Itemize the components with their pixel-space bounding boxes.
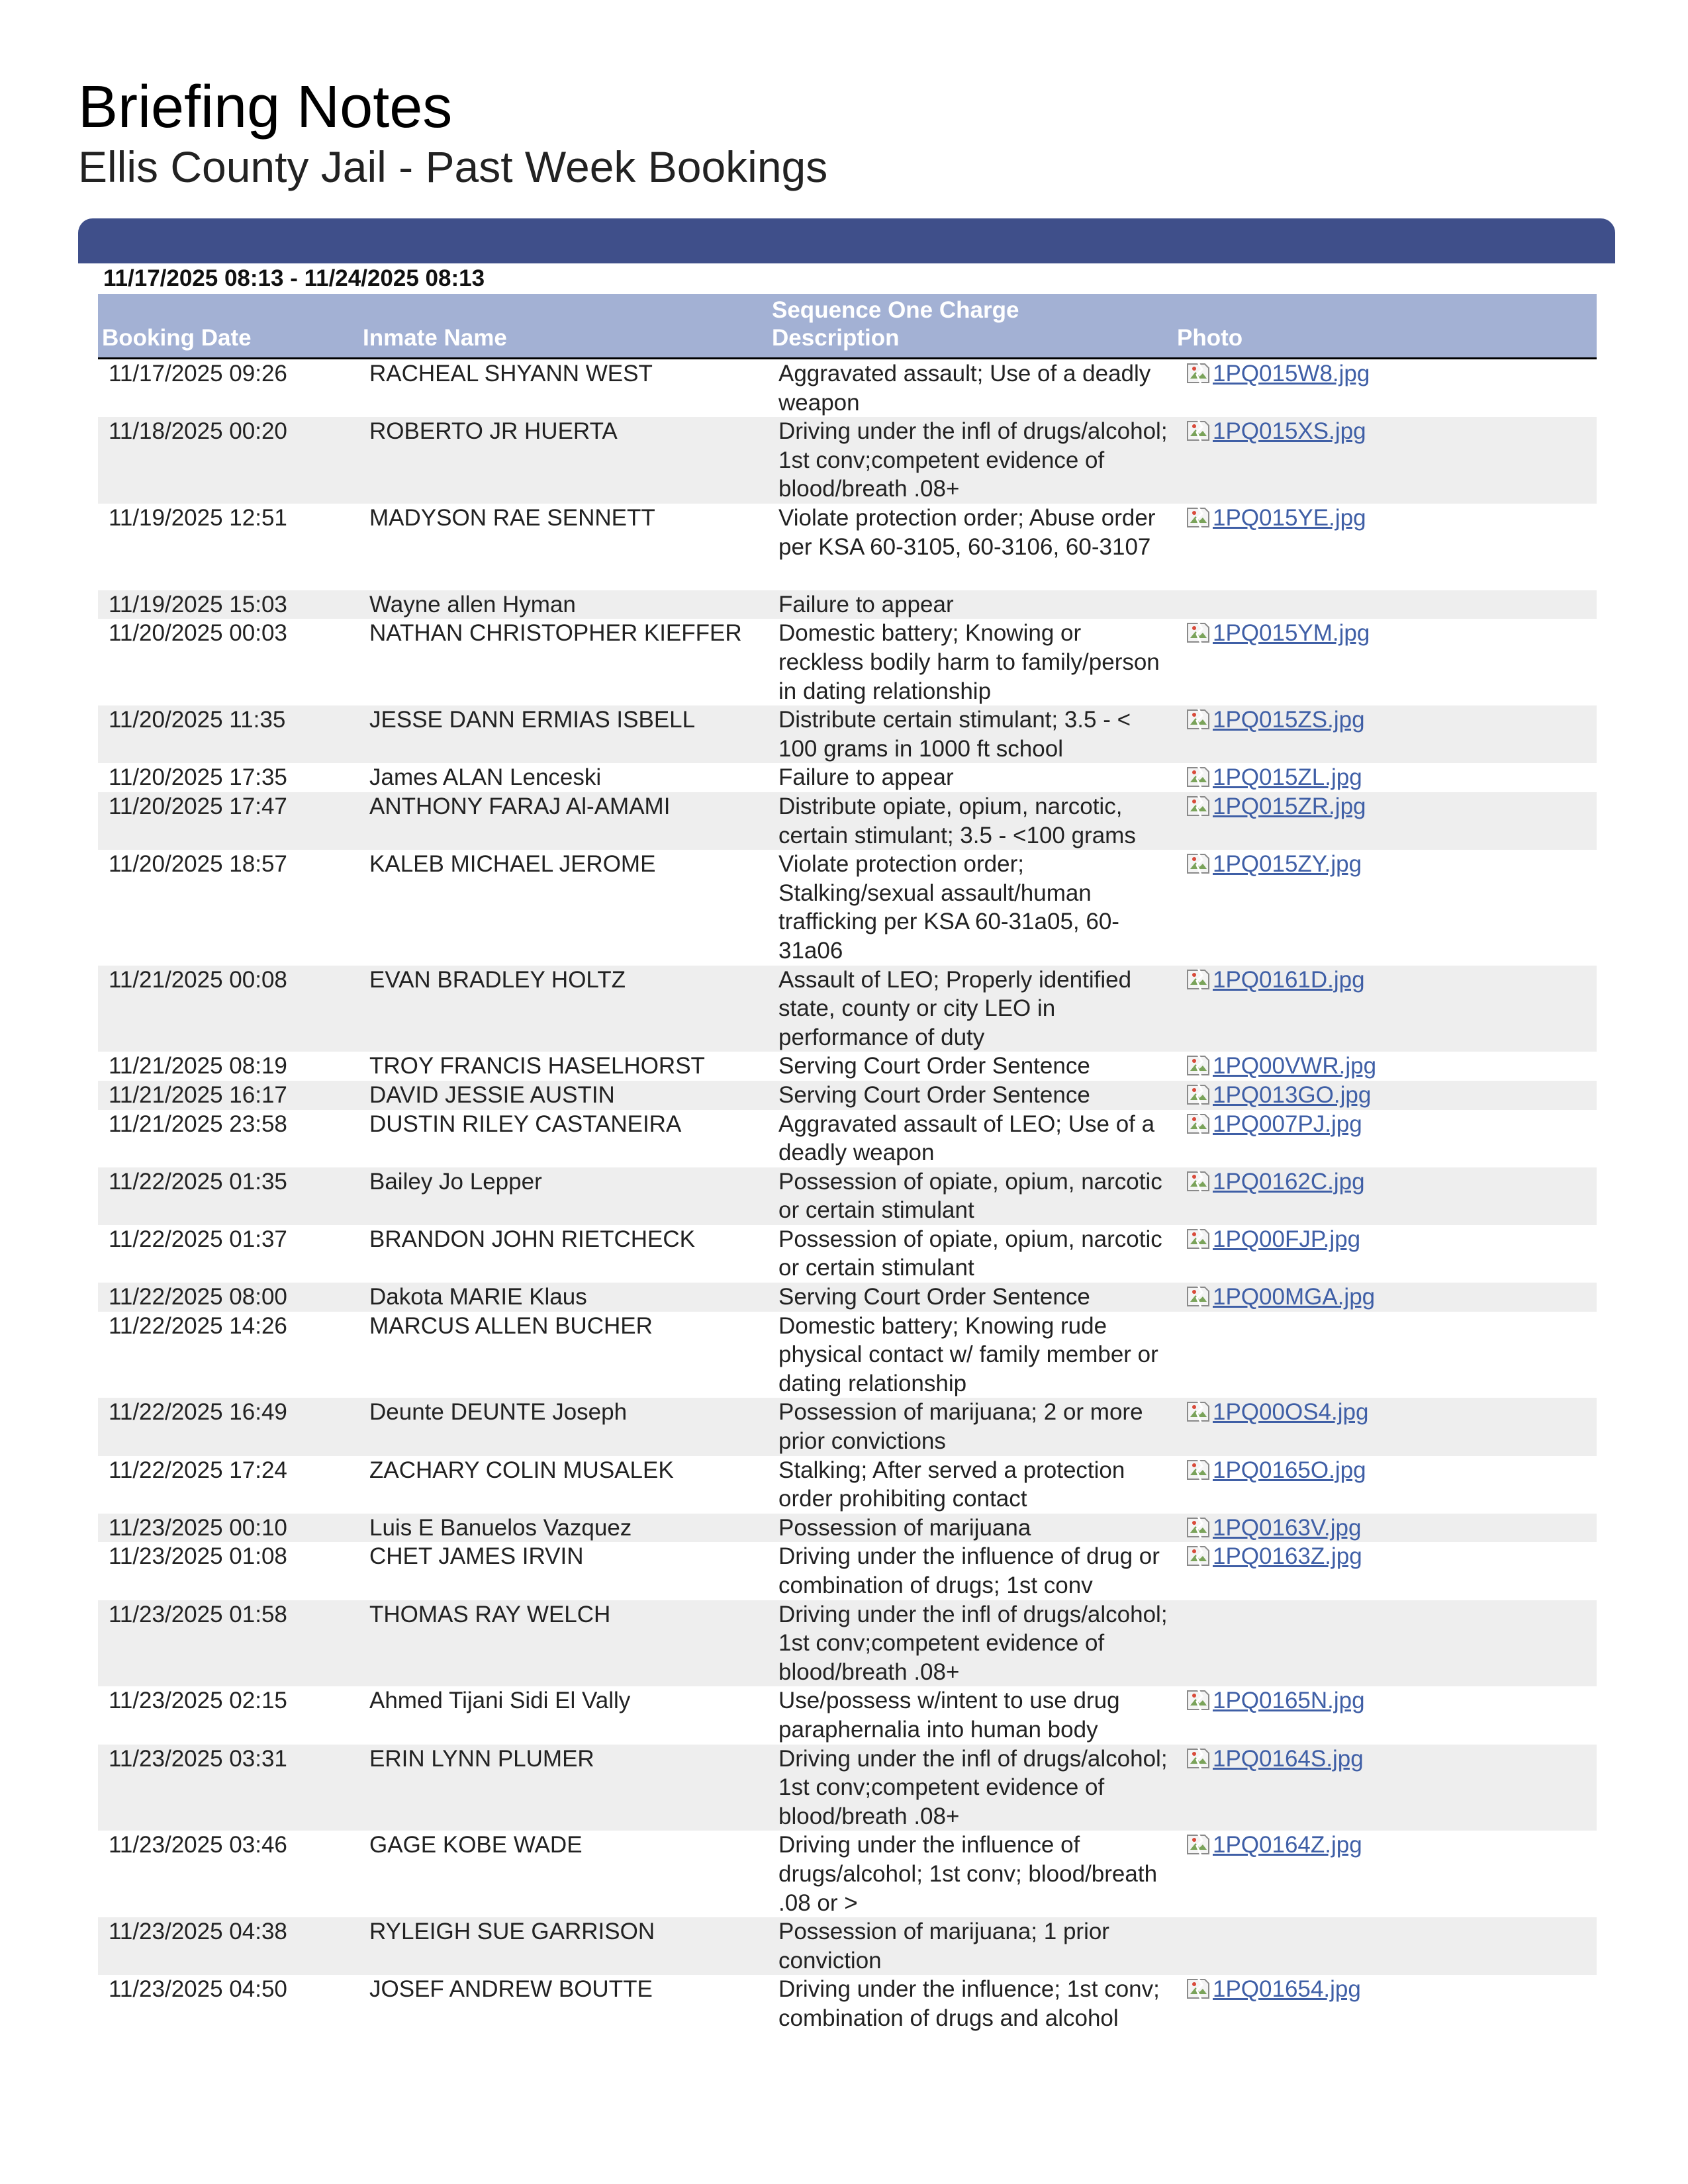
- photo-link[interactable]: [1185, 1081, 1371, 1110]
- date-range: 11/17/2025 08:13 - 11/24/2025 08:13: [103, 265, 485, 291]
- inmate-name: Ahmed Tijani Sidi El Vally: [369, 1688, 631, 1714]
- broken-image-icon: [1185, 360, 1211, 387]
- broken-image-icon: [1185, 1543, 1211, 1569]
- photo-link[interactable]: [1185, 1831, 1362, 1860]
- photo-link[interactable]: [1185, 619, 1370, 648]
- charge-description: Driving under the influence of drugs/alcohol; 1st conv; blood/breath .08 or >: [778, 1832, 1158, 1916]
- booking-date: 11/22/2025 14:26: [109, 1312, 287, 1339]
- table-row: [98, 1514, 1597, 1543]
- charge-description: Possession of opiate, opium, narcotic or certain stimulant: [778, 1226, 1162, 1281]
- charge-description: Driving under the infl of drugs/alcohol; 1st conv;competent evidence of blood/breath .08+: [778, 1745, 1168, 1829]
- broken-image-icon: [1185, 1168, 1211, 1195]
- booking-date: 11/23/2025 01:58: [109, 1601, 287, 1627]
- page-subtitle: Ellis County Jail - Past Week Bookings: [78, 142, 828, 191]
- table-row: [98, 359, 1597, 417]
- charge-description: Domestic battery; Knowing rude physical contact w/ family member or dating relationship: [778, 1312, 1158, 1396]
- broken-image-icon: [1185, 1745, 1211, 1772]
- photo-filename: 1PQ015ZY.jpg: [1213, 851, 1362, 878]
- booking-date: 11/23/2025 02:15: [109, 1688, 287, 1714]
- table-row: [98, 850, 1597, 965]
- charge-description: Violate protection order; Abuse order per KSA 60-3105, 60-3106, 60-3107: [778, 504, 1156, 560]
- inmate-name: Luis E Banuelos Vazquez: [369, 1514, 632, 1541]
- photo-filename: 1PQ00FJP.jpg: [1213, 1226, 1361, 1252]
- charge-description: Driving under the infl of drugs/alcohol; 1st conv;competent evidence of blood/breath .08+: [778, 418, 1168, 502]
- photo-link[interactable]: [1185, 1052, 1376, 1081]
- photo-link[interactable]: [1185, 1110, 1362, 1139]
- inmate-name: Deunte DEUNTE Joseph: [369, 1399, 628, 1426]
- photo-filename: 1PQ015ZR.jpg: [1213, 793, 1366, 819]
- inmate-name: JESSE DANN ERMIAS ISBELL: [369, 707, 696, 733]
- broken-image-icon: [1185, 619, 1211, 646]
- inmate-name: TROY FRANCIS HASELHORST: [369, 1053, 705, 1079]
- photo-filename: 1PQ0162C.jpg: [1213, 1168, 1365, 1195]
- photo-link[interactable]: [1185, 359, 1370, 388]
- photo-link[interactable]: [1185, 850, 1362, 879]
- inmate-name: GAGE KOBE WADE: [369, 1832, 583, 1858]
- booking-date: 11/22/2025 17:24: [109, 1457, 287, 1483]
- photo-filename: 1PQ0163V.jpg: [1213, 1514, 1362, 1541]
- table-row: [98, 619, 1597, 705]
- table-row: [98, 1110, 1597, 1167]
- inmate-name: ROBERTO JR HUERTA: [369, 418, 618, 445]
- inmate-name: MADYSON RAE SENNETT: [369, 504, 655, 531]
- booking-date: 11/19/2025 12:51: [109, 504, 287, 531]
- photo-link[interactable]: [1185, 705, 1365, 735]
- charge-description: Serving Court Order Sentence: [778, 1284, 1090, 1310]
- booking-date: 11/21/2025 16:17: [109, 1081, 287, 1108]
- booking-date: 11/22/2025 01:35: [109, 1168, 287, 1195]
- charge-description: Failure to appear: [778, 591, 954, 617]
- photo-filename: 1PQ0165O.jpg: [1213, 1457, 1366, 1483]
- photo-filename: 1PQ007PJ.jpg: [1213, 1111, 1362, 1137]
- photo-link[interactable]: [1185, 1975, 1361, 2004]
- broken-image-icon: [1185, 1687, 1211, 1713]
- inmate-name: ZACHARY COLIN MUSALEK: [369, 1457, 674, 1483]
- table-row: [98, 1052, 1597, 1081]
- photo-filename: 1PQ00MGA.jpg: [1213, 1284, 1376, 1310]
- photo-filename: 1PQ00VWR.jpg: [1213, 1053, 1377, 1079]
- table-row: [98, 590, 1597, 619]
- photo-filename: 1PQ0164Z.jpg: [1213, 1832, 1362, 1858]
- inmate-name: James ALAN Lenceski: [369, 764, 602, 791]
- booking-date: 11/20/2025 17:35: [109, 764, 287, 791]
- photo-filename: 1PQ015YM.jpg: [1213, 620, 1370, 647]
- booking-date: 11/23/2025 03:31: [109, 1745, 287, 1772]
- header-charge-description: Sequence One Charge Description: [772, 297, 1019, 351]
- charge-description: Failure to appear: [778, 764, 954, 791]
- inmate-name: Wayne allen Hyman: [369, 591, 576, 617]
- table-row: [98, 1745, 1597, 1831]
- booking-date: 11/20/2025 00:03: [109, 620, 287, 647]
- table-row: [98, 1081, 1597, 1110]
- booking-date: 11/22/2025 08:00: [109, 1284, 287, 1310]
- charge-description: Possession of marijuana; 1 prior conviction: [778, 1919, 1109, 1974]
- booking-date: 11/21/2025 08:19: [109, 1053, 287, 1079]
- broken-image-icon: [1185, 1081, 1211, 1108]
- table-row: [98, 1312, 1597, 1398]
- photo-filename: 1PQ015XS.jpg: [1213, 418, 1366, 445]
- charge-description: Driving under the influence; 1st conv; combination of drugs and alcohol: [778, 1976, 1160, 2031]
- charge-description: Possession of marijuana: [778, 1514, 1031, 1541]
- inmate-name: DUSTIN RILEY CASTANEIRA: [369, 1111, 682, 1137]
- broken-image-icon: [1185, 1976, 1211, 2002]
- broken-image-icon: [1185, 1831, 1211, 1858]
- table-row: [98, 966, 1597, 1052]
- bookings-table: [98, 359, 1597, 2062]
- table-row: [98, 1975, 1597, 2062]
- header-photo: Photo: [1177, 325, 1243, 351]
- table-row: [98, 1398, 1597, 1455]
- charge-description: Assault of LEO; Properly identified state, county or city LEO in performance of duty: [778, 966, 1132, 1050]
- charge-description: Driving under the infl of drugs/alcohol; 1st conv;competent evidence of blood/breath .08+: [778, 1601, 1168, 1685]
- charge-description: Driving under the influence of drug or combination of drugs; 1st conv: [778, 1543, 1160, 1599]
- inmate-name: CHET JAMES IRVIN: [369, 1543, 584, 1570]
- broken-image-icon: [1185, 1226, 1211, 1252]
- photo-link[interactable]: [1185, 966, 1365, 995]
- charge-description: Aggravated assault; Use of a deadly weapon: [778, 361, 1151, 416]
- photo-filename: 1PQ0164S.jpg: [1213, 1745, 1364, 1772]
- broken-image-icon: [1185, 850, 1211, 877]
- booking-date: 11/19/2025 15:03: [109, 591, 287, 617]
- charge-description: Aggravated assault of LEO; Use of a deadly weapon: [778, 1111, 1155, 1166]
- broken-image-icon: [1185, 966, 1211, 993]
- charge-description: Serving Court Order Sentence: [778, 1053, 1090, 1079]
- booking-date: 11/23/2025 03:46: [109, 1832, 287, 1858]
- booking-date: 11/23/2025 00:10: [109, 1514, 287, 1541]
- broken-image-icon: [1185, 1514, 1211, 1541]
- photo-filename: 1PQ015ZL.jpg: [1213, 764, 1362, 791]
- header-booking-date: Booking Date: [102, 325, 252, 351]
- broken-image-icon: [1185, 504, 1211, 531]
- charge-description: Violate protection order; Stalking/sexual assault/human trafficking per KSA 60-31a05, 60-31a06: [778, 851, 1119, 964]
- booking-date: 11/17/2025 09:26: [109, 361, 287, 387]
- booking-date: 11/23/2025 01:08: [109, 1543, 287, 1570]
- booking-date: 11/22/2025 16:49: [109, 1399, 287, 1426]
- table-row: [98, 1167, 1597, 1225]
- photo-filename: 1PQ0161D.jpg: [1213, 966, 1365, 993]
- photo-link[interactable]: [1185, 1225, 1360, 1254]
- photo-link[interactable]: [1185, 1456, 1366, 1485]
- booking-date: 11/18/2025 00:20: [109, 418, 287, 445]
- inmate-name: JOSEF ANDREW BOUTTE: [369, 1976, 653, 2003]
- charge-description: Possession of opiate, opium, narcotic or certain stimulant: [778, 1168, 1162, 1224]
- broken-image-icon: [1185, 764, 1211, 790]
- charge-description: Use/possess w/intent to use drug paraphernalia into human body: [778, 1688, 1120, 1743]
- photo-filename: 1PQ015W8.jpg: [1213, 361, 1370, 387]
- inmate-name: RYLEIGH SUE GARRISON: [369, 1919, 655, 1945]
- table-row: [98, 792, 1597, 850]
- photo-filename: 1PQ01654.jpg: [1213, 1976, 1361, 2003]
- charge-description: Possession of marijuana; 2 or more prior convictions: [778, 1399, 1143, 1455]
- booking-date: 11/23/2025 04:38: [109, 1919, 287, 1945]
- broken-image-icon: [1185, 1457, 1211, 1483]
- table-row: [98, 1686, 1597, 1744]
- booking-date: 11/20/2025 11:35: [109, 707, 286, 733]
- booking-date: 11/23/2025 04:50: [109, 1976, 287, 2003]
- broken-image-icon: [1185, 1111, 1211, 1137]
- photo-filename: 1PQ015ZS.jpg: [1213, 707, 1365, 733]
- table-header: [98, 294, 1597, 359]
- inmate-name: KALEB MICHAEL JEROME: [369, 851, 656, 878]
- page-title: Briefing Notes: [78, 74, 453, 140]
- charge-description: Distribute certain stimulant; 3.5 - < 100 grams in 1000 ft school: [778, 707, 1131, 762]
- table-row: [98, 417, 1597, 504]
- photo-link[interactable]: [1185, 1398, 1368, 1427]
- table-row: [98, 705, 1597, 763]
- inmate-name: THOMAS RAY WELCH: [369, 1601, 611, 1627]
- broken-image-icon: [1185, 793, 1211, 819]
- table-row: [98, 1542, 1597, 1600]
- table-row: [98, 1456, 1597, 1514]
- table-row: [98, 504, 1597, 590]
- photo-link[interactable]: [1185, 504, 1366, 533]
- booking-date: 11/22/2025 01:37: [109, 1226, 287, 1252]
- photo-link[interactable]: [1185, 1167, 1365, 1197]
- broken-image-icon: [1185, 1283, 1211, 1310]
- inmate-name: ERIN LYNN PLUMER: [369, 1745, 594, 1772]
- charge-description: Stalking; After served a protection order prohibiting contact: [778, 1457, 1125, 1512]
- inmate-name: Dakota MARIE Klaus: [369, 1284, 587, 1310]
- inmate-name: DAVID JESSIE AUSTIN: [369, 1081, 615, 1108]
- inmate-name: Bailey Jo Lepper: [369, 1168, 542, 1195]
- photo-filename: 1PQ0163Z.jpg: [1213, 1543, 1362, 1570]
- charge-description: Distribute opiate, opium, narcotic, certain stimulant; 3.5 - <100 grams: [778, 793, 1136, 848]
- photo-link[interactable]: [1185, 417, 1366, 446]
- header-banner: [78, 218, 1615, 263]
- inmate-name: MARCUS ALLEN BUCHER: [369, 1312, 653, 1339]
- inmate-name: EVAN BRADLEY HOLTZ: [369, 966, 626, 993]
- table-row: [98, 1283, 1597, 1312]
- photo-link[interactable]: [1185, 1514, 1361, 1543]
- charge-description: Serving Court Order Sentence: [778, 1081, 1090, 1108]
- broken-image-icon: [1185, 706, 1211, 733]
- photo-link[interactable]: [1185, 792, 1366, 821]
- photo-link[interactable]: [1185, 1283, 1375, 1312]
- photo-filename: 1PQ013GO.jpg: [1213, 1081, 1372, 1108]
- photo-link[interactable]: [1185, 1686, 1365, 1715]
- inmate-name: BRANDON JOHN RIETCHECK: [369, 1226, 695, 1252]
- broken-image-icon: [1185, 418, 1211, 444]
- booking-date: 11/20/2025 17:47: [109, 793, 287, 819]
- inmate-name: ANTHONY FARAJ Al-AMAMI: [369, 793, 671, 819]
- table-row: [98, 763, 1597, 792]
- photo-filename: 1PQ00OS4.jpg: [1213, 1399, 1369, 1426]
- photo-filename: 1PQ015YE.jpg: [1213, 504, 1366, 531]
- broken-image-icon: [1185, 1052, 1211, 1079]
- table-row: [98, 1831, 1597, 1917]
- booking-date: 11/20/2025 18:57: [109, 851, 287, 878]
- inmate-name: RACHEAL SHYANN WEST: [369, 361, 653, 387]
- broken-image-icon: [1185, 1398, 1211, 1425]
- photo-link[interactable]: [1185, 1542, 1362, 1571]
- photo-link[interactable]: [1185, 1745, 1364, 1774]
- header-inmate-name: Inmate Name: [363, 325, 507, 351]
- booking-date: 11/21/2025 00:08: [109, 966, 287, 993]
- photo-link[interactable]: [1185, 763, 1362, 792]
- booking-date: 11/21/2025 23:58: [109, 1111, 287, 1137]
- inmate-name: NATHAN CHRISTOPHER KIEFFER: [369, 620, 742, 647]
- table-row: [98, 1225, 1597, 1283]
- table-row: [98, 1600, 1597, 1687]
- table-row: [98, 1917, 1597, 1975]
- photo-filename: 1PQ0165N.jpg: [1213, 1688, 1365, 1714]
- charge-description: Domestic battery; Knowing or reckless bodily harm to family/person in dating relationship: [778, 620, 1160, 704]
